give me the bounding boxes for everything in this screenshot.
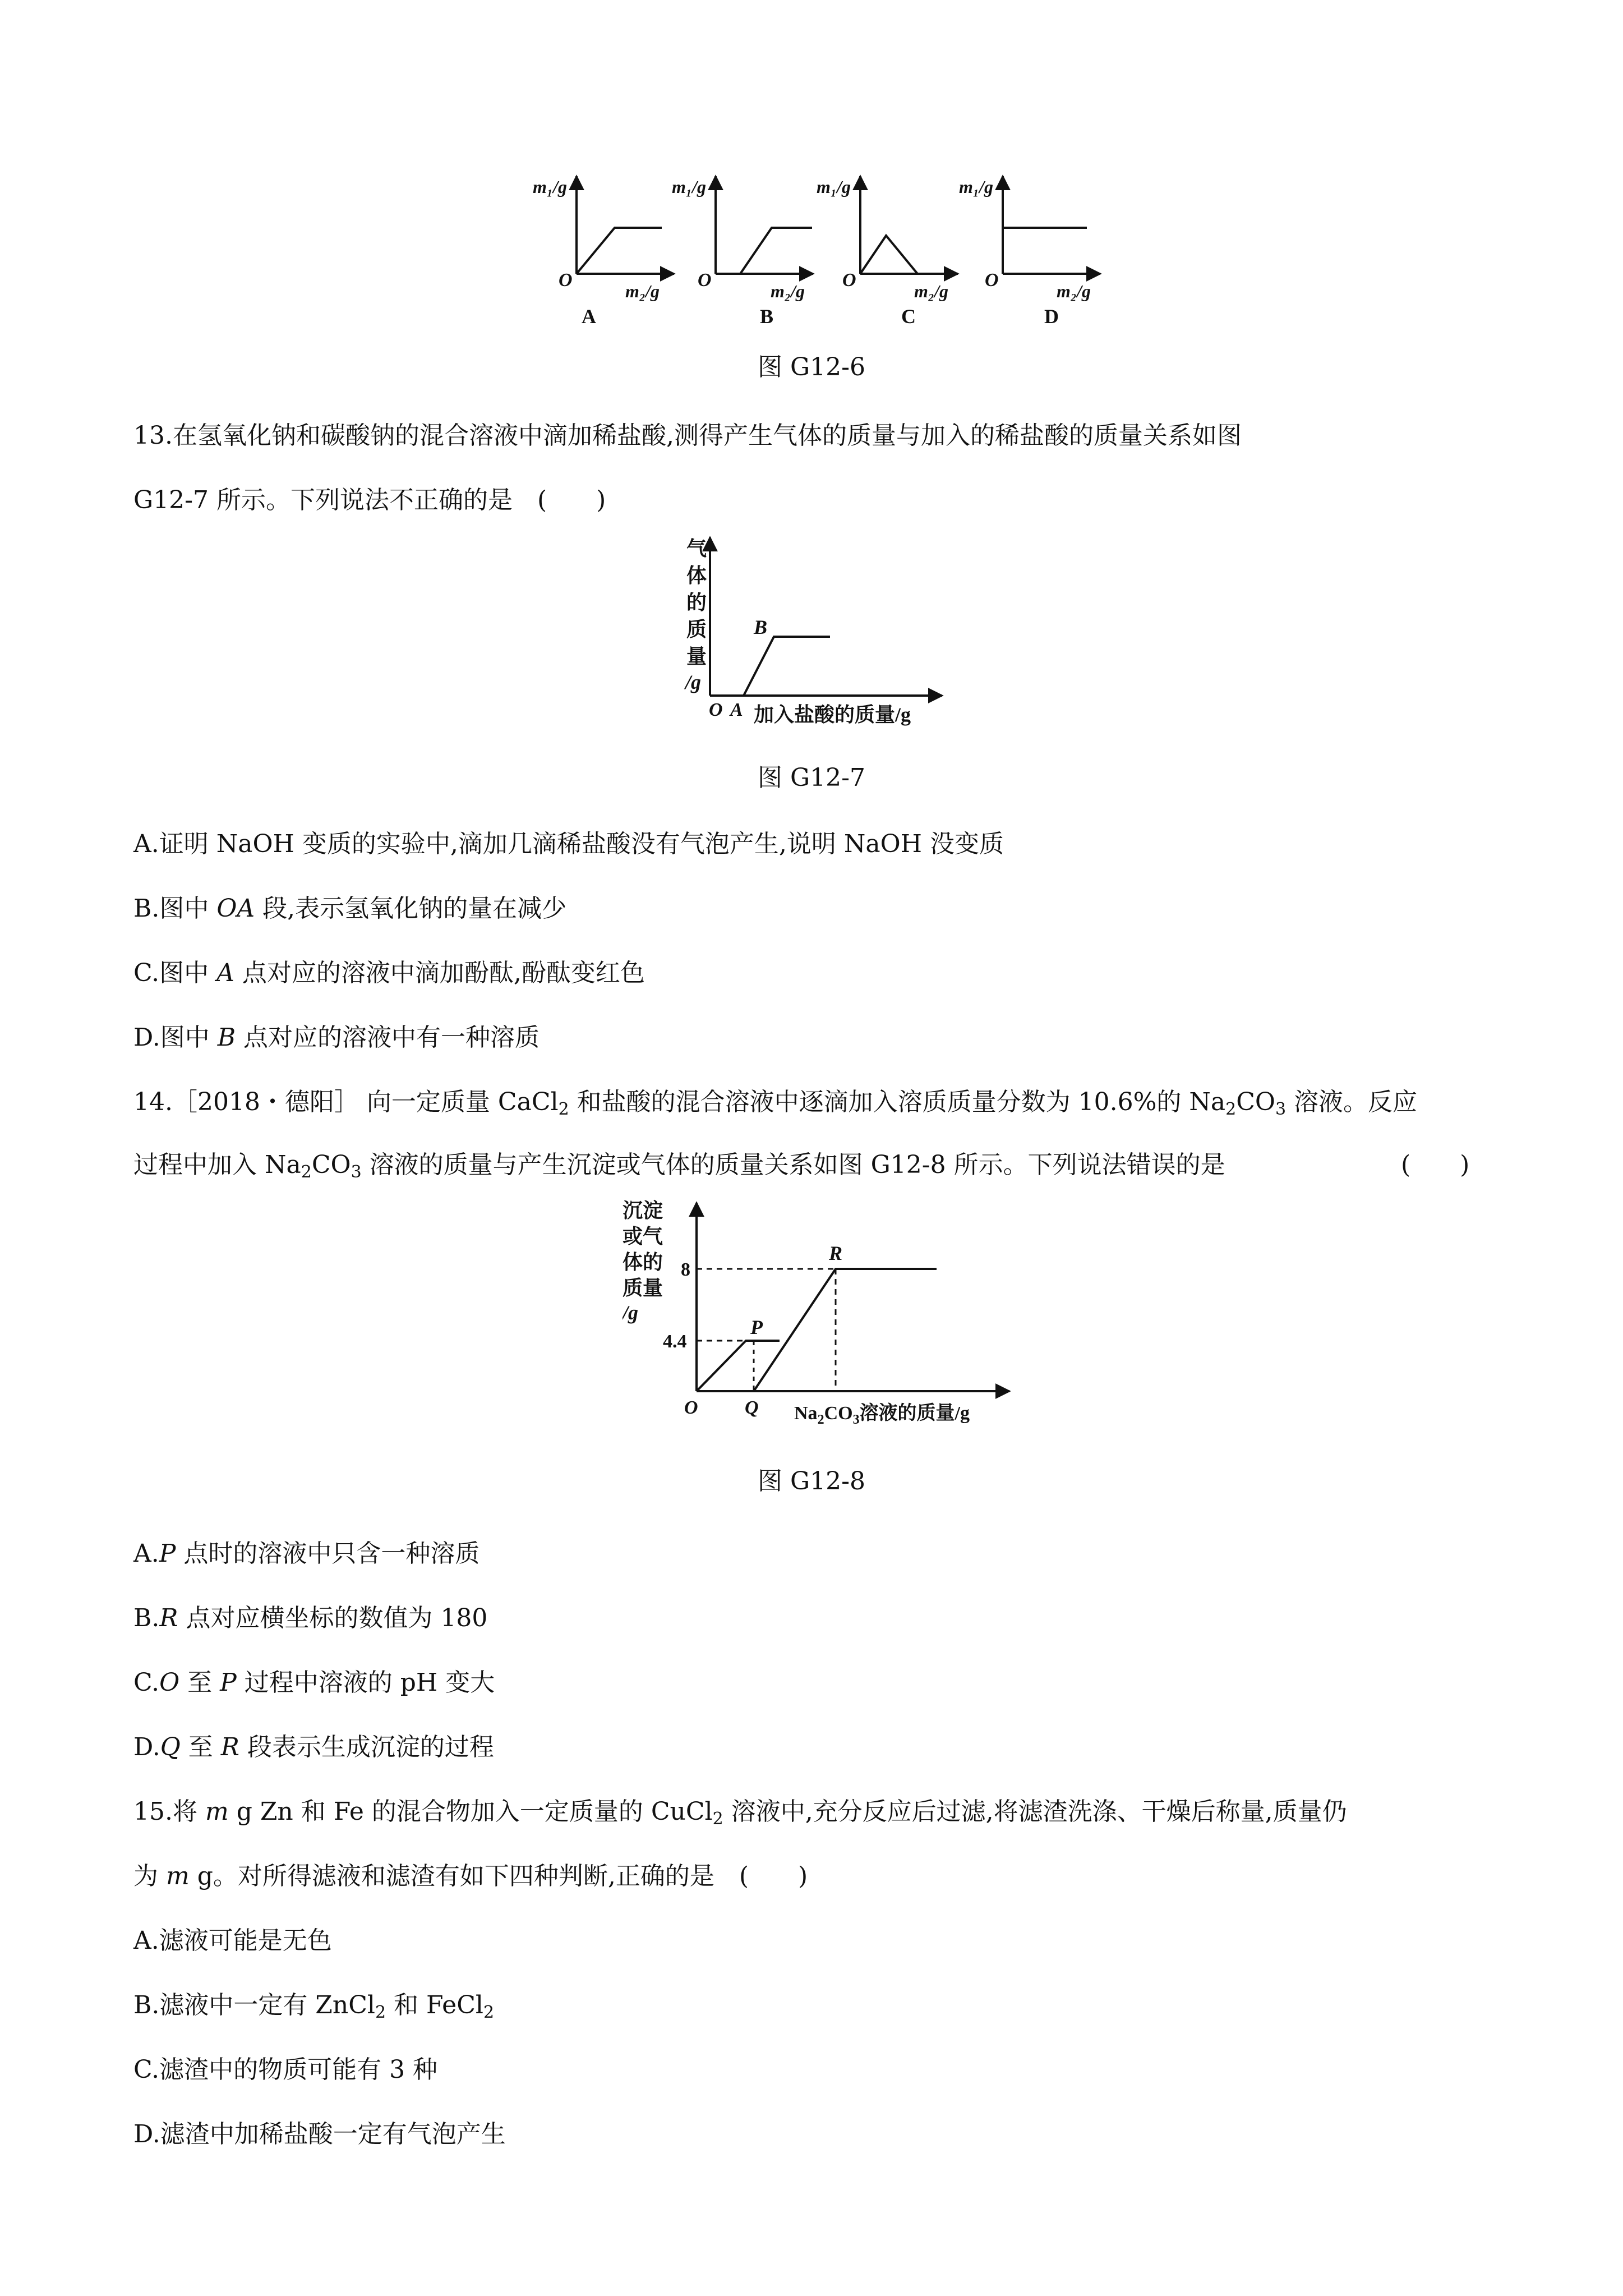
q13-option-b: B.图中 OA 段,表示氢氧化钠的量在减少	[133, 894, 567, 923]
figure-g12-8-caption: 图 G12-8	[758, 1467, 865, 1496]
g12-7-origin: O	[709, 700, 723, 720]
figure-g12-7	[662, 533, 965, 735]
g12-8-ylabel	[623, 1199, 663, 1324]
panel-b	[672, 176, 813, 328]
g12-8-origin: O	[684, 1397, 698, 1418]
g12-7-curve	[744, 637, 830, 696]
panel-d	[959, 176, 1100, 328]
q15-text-line2: 为 m g。对所得滤液和滤渣有如下四种判断,正确的是 ( )	[133, 1862, 808, 1890]
g12-7-point-a: A	[730, 700, 743, 720]
q13-option-a: A.证明 NaOH 变质的实验中,滴加几滴稀盐酸没有气泡产生,说明 NaOH 没变质	[133, 830, 1004, 858]
svg-text:沉淀: 沉淀	[623, 1199, 663, 1222]
panel-a-label: A	[582, 305, 596, 328]
g12-7-xlabel: 加入盐酸的质量/g	[754, 703, 911, 726]
q15-option-a: A.滤液可能是无色	[133, 1926, 332, 1955]
svg-text:或气: 或气	[623, 1225, 663, 1248]
panel-c-label: C	[901, 305, 916, 328]
panel-a-curve	[577, 228, 662, 274]
svg-text:质量: 质量	[623, 1277, 663, 1299]
panel-b-curve	[740, 228, 812, 274]
q15-option-b: B.滤液中一定有 ZnCl$_2$ 和 FeCl$_2$	[133, 1991, 495, 2022]
svg-text:质: 质	[686, 618, 707, 641]
q14-option-c: C.O 至 P 过程中溶液的 pH 变大	[133, 1668, 495, 1697]
q14-option-a: A.P 点时的溶液中只含一种溶质	[133, 1539, 480, 1568]
svg-text:体的: 体的	[623, 1251, 663, 1273]
q13-option-c: C.图中 A 点对应的溶液中滴加酚酞,酚酞变红色	[133, 959, 645, 987]
figure-g12-6-caption: 图 G12-6	[758, 353, 865, 381]
panel-d-origin: O	[985, 270, 999, 291]
q15-option-c: C.滤渣中的物质可能有 3 种	[133, 2055, 438, 2084]
g12-8-xlabel: $Na_2CO_3$溶液的质量/g	[794, 1403, 970, 1427]
g12-8-point-r: R	[829, 1242, 843, 1264]
q14-option-d: D.Q 至 R 段表示生成沉淀的过程	[133, 1733, 494, 1761]
panel-b-origin: O	[698, 270, 712, 291]
g12-7-ylabel	[684, 537, 707, 693]
panel-b-ylabel: m₁/g	[672, 177, 706, 197]
svg-text:体: 体	[686, 564, 707, 587]
panel-c-origin: O	[842, 270, 856, 291]
panel-b-label: B	[760, 305, 774, 328]
panel-c-ylabel: m₁/g	[817, 177, 851, 197]
svg-text:/g: /g	[685, 671, 702, 693]
figure-g12-8	[623, 1195, 1026, 1430]
panel-a-ylabel: m₁/g	[533, 177, 567, 197]
svg-text:气: 气	[686, 537, 707, 560]
q13-text-line1: 13.在氢氧化钠和碳酸钠的混合溶液中滴加稀盐酸,测得产生气体的质量与加入的稀盐酸的质量关系如图	[133, 421, 1242, 450]
panel-c	[817, 176, 958, 328]
q14-text-line2: 过程中加入 $Na_2CO_3$ 溶液的质量与产生沉淀或气体的质量关系如图 G12-8 所示。下列说法错误的是	[133, 1151, 1225, 1182]
g12-8-point-p: P	[750, 1316, 763, 1338]
q15-text-line1: 15.将 m g Zn 和 Fe 的混合物加入一定质量的 CuCl$_2$ 溶液中,充分反应后过滤,将滤渣洗涤、干燥后称量,质量仍	[133, 1797, 1347, 1829]
svg-text:的: 的	[686, 591, 707, 614]
g12-8-gas-curve	[697, 1341, 780, 1391]
g12-8-point-q: Q	[745, 1397, 759, 1418]
q13-text-line2: G12-7 所示。下列说法不正确的是 ( )	[133, 486, 606, 514]
q14-text-line1: 14.［2018・德阳］ 向一定质量 CaCl$_2$ 和盐酸的混合溶液中逐滴加入溶质质量分数为 10.6%的 $Na_2CO_3$ 溶液。反应	[133, 1088, 1418, 1119]
figure-g12-6	[527, 168, 1116, 337]
g12-8-ytick-4-4: 4.4	[663, 1331, 687, 1352]
q14-option-b: B.R 点对应横坐标的数值为 180	[133, 1604, 488, 1632]
g12-7-point-b: B	[754, 616, 768, 638]
g12-8-ytick-8: 8	[681, 1259, 690, 1280]
svg-text:量: 量	[686, 645, 707, 668]
panel-b-xlabel: m₂/g	[771, 281, 805, 301]
panel-c-curve	[860, 236, 917, 274]
q15-option-d: D.滤渣中加稀盐酸一定有气泡产生	[133, 2120, 506, 2148]
panel-a	[533, 176, 674, 328]
panel-d-ylabel: m₁/g	[959, 177, 993, 197]
panel-a-origin: O	[559, 270, 573, 291]
panel-a-xlabel: m₂/g	[625, 281, 660, 301]
q14-answer-paren: ( )	[1401, 1151, 1470, 1179]
svg-text:/g: /g	[623, 1301, 639, 1324]
panel-d-label: D	[1044, 305, 1059, 328]
panel-c-xlabel: m₂/g	[914, 281, 948, 301]
q13-option-d: D.图中 B 点对应的溶液中有一种溶质	[133, 1023, 540, 1052]
g12-8-precipitate-curve	[754, 1269, 937, 1391]
panel-d-xlabel: m₂/g	[1057, 281, 1091, 301]
figure-g12-7-caption: 图 G12-7	[758, 763, 865, 792]
